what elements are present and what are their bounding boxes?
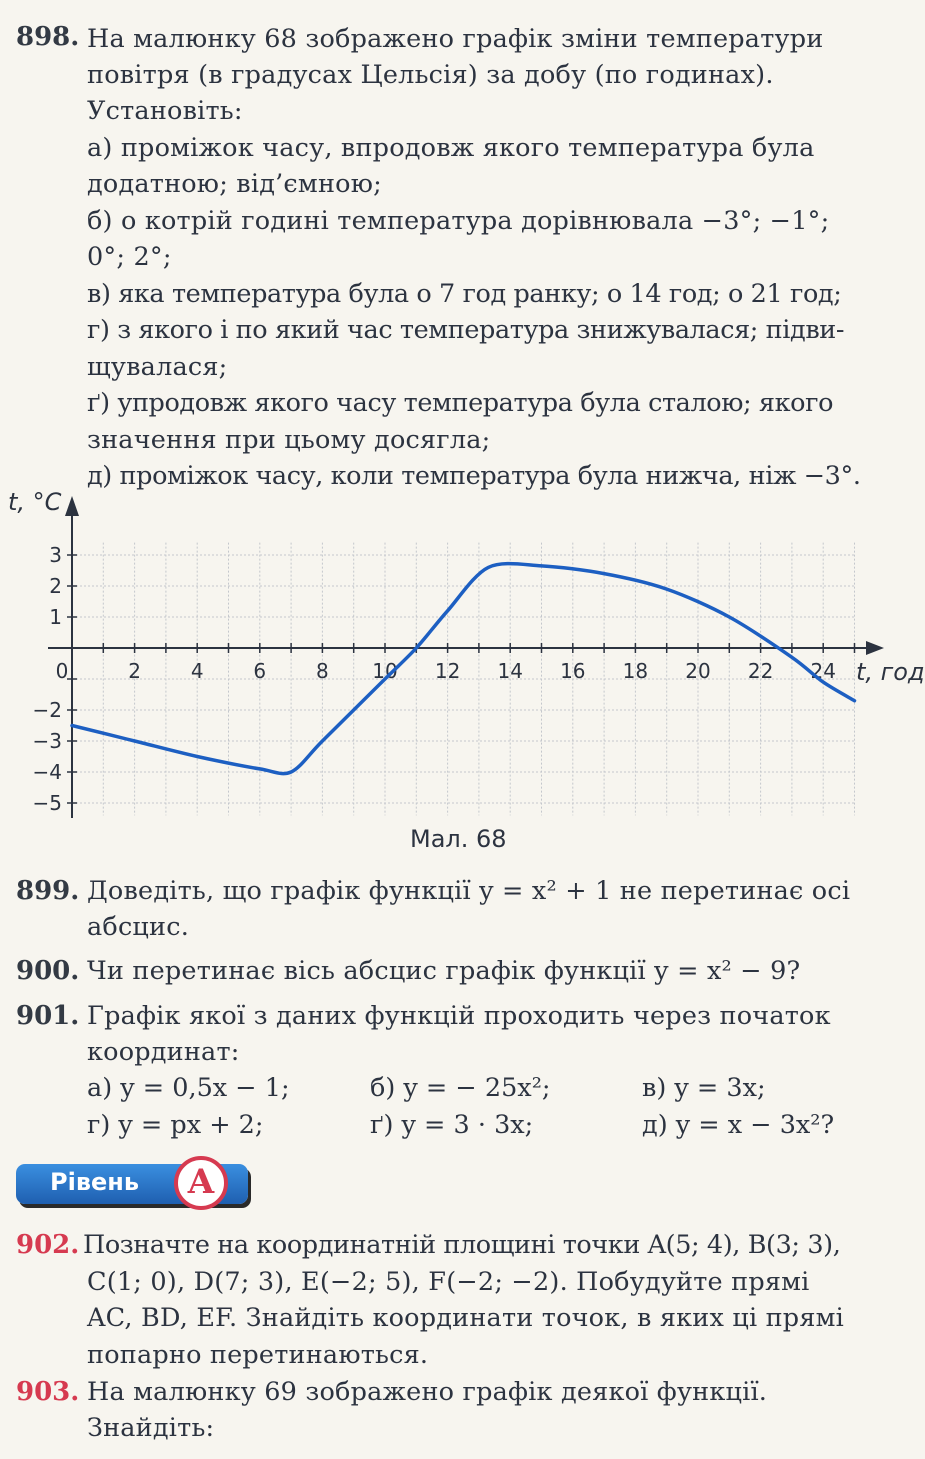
problem-number-903: 903. — [16, 1377, 80, 1407]
y-tick-label: 3 — [49, 543, 62, 567]
x-tick-label: 24 — [810, 659, 836, 683]
x-tick-label: 20 — [685, 659, 711, 683]
temperature-curve — [72, 564, 855, 774]
x-tick-label: 2 — [128, 659, 141, 683]
p898-line-10: щувалася; — [87, 352, 228, 382]
x-tick-label: 4 — [190, 659, 204, 683]
x-tick-label: 16 — [560, 659, 586, 683]
y-tick-label: −4 — [32, 760, 62, 784]
y-tick-label: −3 — [32, 729, 62, 753]
p903-line-1: На малюнку 69 зображено графік деякої функції. — [87, 1377, 768, 1407]
problem-number-900: 900. — [16, 956, 80, 986]
level-badge-letter: A — [187, 1162, 215, 1202]
p902-line-1: Позначте на координатній площині точки A(5; 4), B(3; 3), — [83, 1230, 841, 1260]
p901-line-2: координат: — [87, 1037, 240, 1067]
p901-option-b: б) y = − 25x²; — [370, 1073, 551, 1103]
p898-line-5: додатною; від’ємною; — [87, 169, 382, 199]
p901-option-v: в) y = 3x; — [642, 1073, 766, 1103]
x-tick-label: 18 — [622, 659, 649, 683]
p898-line-12: значення при цьому досягла; — [87, 425, 491, 455]
temperature-chart — [0, 488, 925, 818]
p899-line-2: абсцис. — [87, 912, 190, 942]
p898-line-1: На малюнку 68 зображено графік зміни температури — [87, 24, 824, 54]
problem-number-898: 898. — [16, 22, 80, 52]
p898-line-13: д) проміжок часу, коли температура була нижча, ніж −3°. — [87, 461, 861, 491]
p898-line-11: ґ) упродовж якого часу температура була сталою; якого — [87, 388, 834, 418]
problem-number-899: 899. — [16, 876, 80, 906]
p901-option-a: а) y = 0,5x − 1; — [87, 1073, 290, 1103]
x-tick-label: 8 — [316, 659, 329, 683]
level-badge — [16, 1160, 252, 1210]
p901-option-g: г) y = px + 2; — [87, 1110, 264, 1140]
p901-line-1: Графік якої з даних функцій проходить через початок — [87, 1001, 831, 1031]
x-axis-arrow — [866, 641, 884, 655]
p899-line-1: Доведіть, що графік функції y = x² + 1 не перетинає осі — [87, 876, 851, 906]
chart-axes — [48, 496, 884, 818]
p901-option-d: д) y = x − 3x²? — [642, 1110, 835, 1140]
y-axis-label: t, °C — [8, 488, 62, 516]
x-tick-label: 12 — [434, 659, 461, 683]
chart-grid — [72, 543, 855, 816]
p903-line-2: Знайдіть: — [87, 1413, 215, 1443]
p898-line-4: а) проміжок часу, впродовж якого температура була — [87, 133, 815, 163]
p902-line-4: попарно перетинаються. — [87, 1340, 429, 1370]
y-axis-arrow — [65, 496, 79, 516]
x-tick-label: 6 — [253, 659, 267, 683]
x-tick-label: 0 — [55, 659, 69, 683]
level-badge-circle — [174, 1156, 228, 1210]
figure-caption: Мал. 68 — [410, 825, 507, 853]
p900-line-1: Чи перетинає вісь абсцис графік функції y = x² − 9? — [87, 956, 801, 986]
x-axis-label: t, год — [856, 658, 925, 686]
x-tick-label: 14 — [497, 659, 523, 683]
p902-line-3: AC, BD, EF. Знайдіть координати точок, в яких ці прямі — [87, 1303, 845, 1333]
p898-line-3: Установіть: — [87, 96, 243, 126]
p902-line-2: C(1; 0), D(7; 3), E(−2; 5), F(−2; −2). Побудуйте прямі — [87, 1267, 810, 1297]
p898-line-9: г) з якого і по який час температура знижувалася; підви- — [87, 315, 845, 345]
p898-line-8: в) яка температура була о 7 год ранку; о 14 год; о 21 год; — [87, 279, 842, 309]
p901-option-ge: ґ) y = 3 · 3x; — [370, 1110, 534, 1140]
y-tick-label: −2 — [32, 698, 62, 722]
problem-number-901: 901. — [16, 1001, 80, 1031]
y-tick-label: 1 — [49, 605, 62, 629]
p898-line-6: б) о котрій годині температура дорівнювала −3°; −1°; — [87, 206, 830, 236]
x-tick-label: 10 — [372, 659, 398, 683]
problem-number-902: 902. — [16, 1230, 80, 1260]
p898-line-7: 0°; 2°; — [87, 242, 172, 272]
y-tick-label: 2 — [49, 574, 62, 598]
x-tick-label: 22 — [747, 659, 774, 683]
level-badge-label: Рівень — [50, 1168, 140, 1196]
y-tick-label: −5 — [32, 791, 62, 815]
p898-line-2: повітря (в градусах Цельсія) за добу (по годинах). — [87, 60, 774, 90]
